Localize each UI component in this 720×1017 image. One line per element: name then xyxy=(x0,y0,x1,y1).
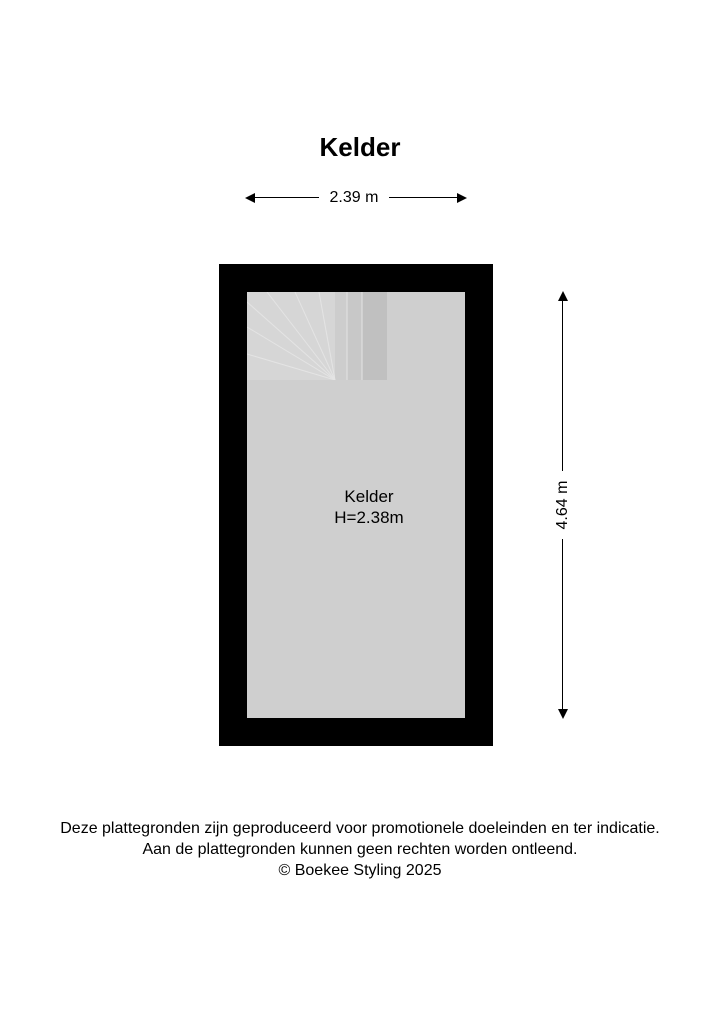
room-height: H=2.38m xyxy=(334,508,404,527)
copyright: © Boekee Styling 2025 xyxy=(278,862,442,879)
dimension-line xyxy=(389,197,461,198)
disclaimer xyxy=(0,818,720,881)
room-label xyxy=(247,486,491,528)
arrow-up-icon xyxy=(558,291,568,301)
room-floor xyxy=(247,292,465,718)
floor-title: Kelder xyxy=(319,132,401,162)
width-dimension xyxy=(245,186,467,210)
dimension-line xyxy=(562,301,563,471)
height-label: 4.64 m xyxy=(554,480,571,530)
dimension-line xyxy=(251,197,319,198)
disclaimer-line: Deze plattegronden zijn geproduceerd voor promotionele doeleinden en ter indicatie. xyxy=(60,820,660,837)
width-label: 2.39 m xyxy=(329,189,379,206)
dimension-line xyxy=(562,539,563,709)
staircase-icon xyxy=(247,292,387,380)
room-name: Kelder xyxy=(344,487,394,506)
height-dimension xyxy=(551,291,575,719)
arrow-down-icon xyxy=(558,709,568,719)
arrow-left-icon xyxy=(245,193,255,203)
disclaimer-line: Aan de plattegronden kunnen geen rechten worden ontleend. xyxy=(142,841,578,858)
arrow-right-icon xyxy=(457,193,467,203)
